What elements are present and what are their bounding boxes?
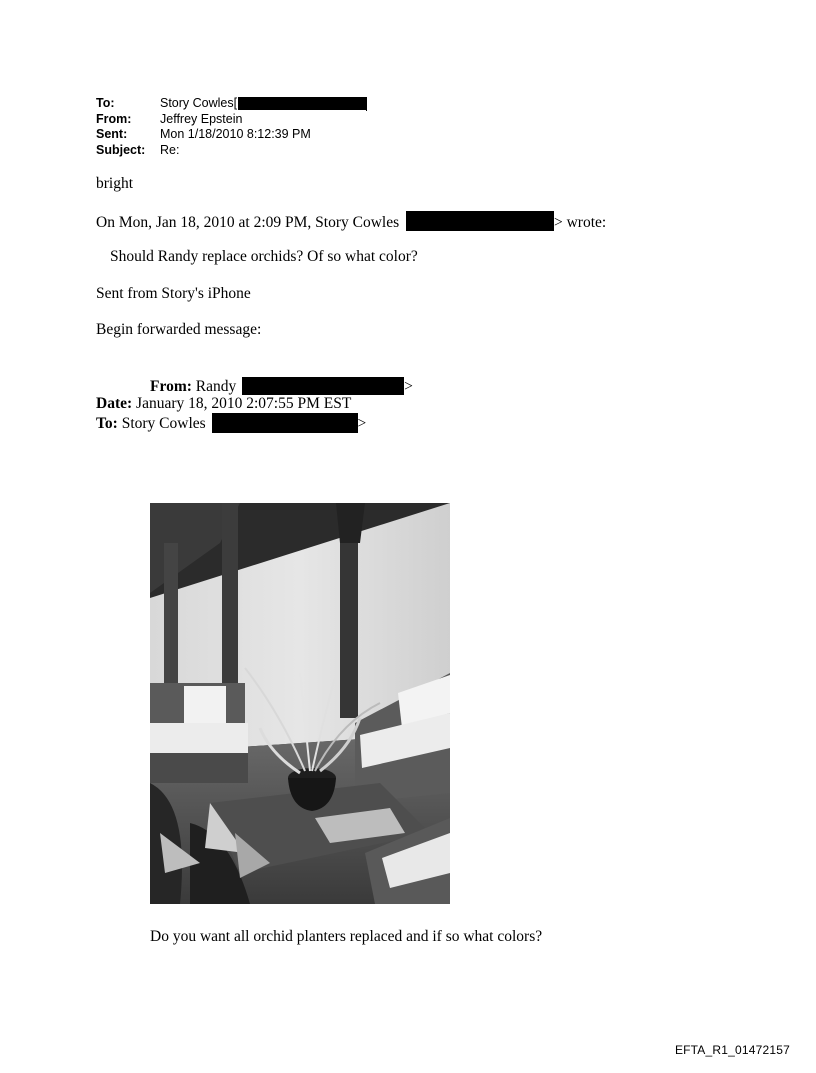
sent-label: Sent: bbox=[96, 127, 128, 141]
redaction-bar bbox=[238, 97, 366, 110]
forward-note: Begin forwarded message: bbox=[96, 321, 262, 338]
from-value: Jeffrey Epstein bbox=[160, 111, 243, 126]
header-to-row bbox=[96, 96, 367, 112]
document-id: EFTA_R1_01472157 bbox=[674, 1043, 790, 1057]
to-label: To: bbox=[96, 96, 115, 110]
quote-intro-prefix: On Mon, Jan 18, 2010 at 2:09 PM, Story Cowles bbox=[96, 214, 400, 231]
reply-text: bright bbox=[96, 175, 134, 192]
forwarded-from-label: From: bbox=[150, 378, 192, 395]
from-label: From: bbox=[96, 111, 132, 126]
forwarded-date-value: January 18, 2010 2:07:55 PM EST bbox=[136, 395, 352, 412]
sent-value: Mon 1/18/2010 8:12:39 PM bbox=[160, 127, 311, 141]
redaction-end-mark bbox=[366, 97, 367, 111]
email-header bbox=[96, 96, 367, 158]
signature: Sent from Story's iPhone bbox=[96, 285, 251, 302]
redaction-bar bbox=[212, 413, 358, 433]
subject-label: Subject: bbox=[96, 142, 146, 157]
patio-photo bbox=[150, 503, 450, 904]
forwarded-date-row bbox=[96, 395, 351, 413]
forwarded-date-label: Date: bbox=[96, 395, 133, 412]
forwarded-to-value: Story Cowles bbox=[121, 415, 206, 432]
header-from-row bbox=[96, 112, 367, 128]
forwarded-to-row bbox=[96, 413, 366, 433]
to-value: Story Cowles[ bbox=[160, 96, 238, 110]
forwarded-from-row bbox=[150, 377, 413, 396]
quote-intro bbox=[96, 211, 606, 232]
forwarded-message: Do you want all orchid planters replaced and if so what colors? bbox=[150, 928, 543, 945]
quoted-question: Should Randy replace orchids? Of so what color? bbox=[110, 248, 418, 265]
forwarded-to-label: To: bbox=[96, 415, 118, 432]
forwarded-to-bracket: > bbox=[357, 415, 367, 432]
redaction-bar bbox=[406, 211, 554, 231]
quote-intro-suffix: > wrote: bbox=[554, 214, 607, 231]
forwarded-from-bracket: > bbox=[404, 378, 413, 395]
forwarded-from-value: Randy bbox=[195, 378, 237, 395]
redaction-bar bbox=[242, 377, 404, 395]
header-subject-row bbox=[96, 143, 367, 159]
header-sent-row bbox=[96, 127, 367, 143]
subject-value: Re: bbox=[160, 142, 180, 157]
